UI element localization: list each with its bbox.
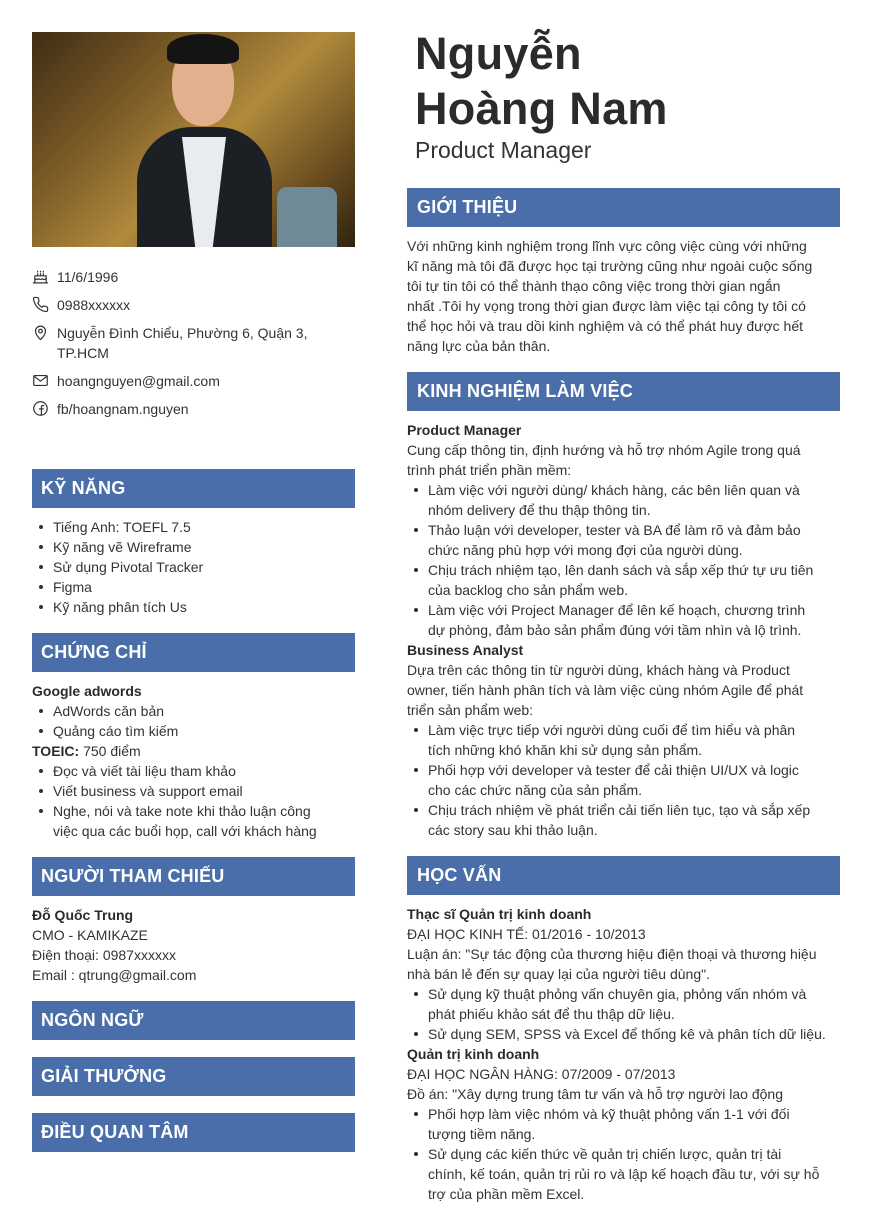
degree-master bbox=[407, 904, 840, 1044]
item-line: Sử dụng SEM, SPSS và Excel để thống kê và phân tích dữ liệu. bbox=[428, 1026, 826, 1042]
item-line: Làm việc với người dùng/ khách hàng, các bên liên quan và bbox=[428, 482, 800, 498]
degree-desc-line: nhà bán lẻ đến sự quay lại của người tiêu dùng". bbox=[407, 966, 710, 982]
degree-bachelor bbox=[407, 1044, 840, 1204]
birthday-text: 11/6/1996 bbox=[57, 269, 119, 285]
job-title: Product Manager bbox=[415, 137, 592, 163]
contact-email bbox=[32, 371, 355, 391]
item-line: cho các chức năng của sản phẩm. bbox=[428, 782, 643, 798]
list-item: Tiếng Anh: TOEFL 7.5 bbox=[32, 517, 355, 537]
item-line: chức năng phù hợp với mong đợi của người dùng. bbox=[428, 542, 743, 558]
item-line: Làm việc với Project Manager để lên kế hoạch, chương trình bbox=[428, 602, 806, 618]
intro-line: kĩ năng mà tôi đã được học tại trường cũng như ngoài cuộc sống bbox=[407, 258, 813, 274]
list-item bbox=[407, 480, 840, 520]
list-item bbox=[407, 560, 840, 600]
list-item bbox=[407, 600, 840, 640]
list-item bbox=[407, 1144, 840, 1204]
job-duties bbox=[407, 480, 840, 640]
cake-icon bbox=[32, 268, 49, 285]
contact-phone bbox=[32, 295, 355, 315]
degree-title: Thạc sĩ Quản trị kinh doanh bbox=[407, 906, 592, 922]
intro-line: tôi tự tin tôi có thể thành thạo công việc trong thời gian ngắn bbox=[407, 278, 781, 294]
list-item: Viết business và support email bbox=[32, 781, 355, 801]
job-duties bbox=[407, 720, 840, 840]
intro-line: Với những kinh nghiệm trong lĩnh vực công việc cùng với những bbox=[407, 238, 807, 254]
list-item: Nghe, nói và take note khi thảo luận công việc qua các buổi họp, call với khách hàng bbox=[32, 801, 332, 841]
degree-desc-line: Đồ án: "Xây dựng trung tâm tư vấn và hỗ trợ người lao động bbox=[407, 1086, 783, 1102]
list-item bbox=[407, 1024, 840, 1044]
toeic-line bbox=[32, 741, 355, 761]
item-line: Chịu trách nhiệm về phát triển cải tiến liên tục, tạo và sắp xếp bbox=[428, 802, 811, 818]
item-line: Sử dụng các kiến thức về quản trị chiến lược, quản trị tài bbox=[428, 1146, 782, 1162]
profile-photo bbox=[32, 32, 355, 247]
item-line: dự phòng, đảm bảo sản phẩm đúng với tầm nhìn và lộ trình. bbox=[428, 622, 802, 638]
list-item bbox=[407, 760, 840, 800]
experience-heading: KINH NGHIỆM LÀM VIỆC bbox=[407, 372, 840, 411]
item-line: các story sau khi thảo luận. bbox=[428, 822, 598, 838]
list-item bbox=[407, 1104, 840, 1144]
toeic-list bbox=[32, 761, 355, 841]
phone-icon bbox=[32, 296, 49, 313]
intro-line: năng lực của bản thân. bbox=[407, 338, 551, 354]
google-cert-list bbox=[32, 701, 355, 741]
skills-section bbox=[32, 469, 355, 617]
skills-list bbox=[32, 517, 355, 617]
toeic-value: 750 điểm bbox=[79, 743, 141, 759]
mail-icon bbox=[32, 372, 49, 389]
list-item bbox=[407, 800, 840, 840]
experience-section bbox=[407, 372, 840, 840]
intro-text bbox=[407, 236, 840, 356]
item-line: Làm việc trực tiếp với người dùng cuối để tìm hiểu và phân bbox=[428, 722, 796, 738]
intro-line: thể học hỏi và trau dồi kinh nghiệm và có thể phát huy được hết bbox=[407, 318, 804, 334]
job-business-analyst bbox=[407, 640, 840, 840]
education-heading: HỌC VẤN bbox=[407, 856, 840, 895]
item-line: Phối hợp với developer và tester để cải thiện UI/UX và logic bbox=[428, 762, 799, 778]
location-icon bbox=[32, 324, 49, 341]
item-line: của backlog cho sản phẩm web. bbox=[428, 582, 629, 598]
item-line: Phối hợp làm việc nhóm và kỹ thuật phỏng vấn 1-1 với đối bbox=[428, 1106, 790, 1122]
contact-list bbox=[32, 267, 355, 419]
name-line-2: Hoàng Nam bbox=[415, 83, 668, 134]
toeic-label: TOEIC: bbox=[32, 743, 80, 759]
list-item bbox=[407, 520, 840, 560]
item-line: Chịu trách nhiệm tạo, lên danh sách và sắp xếp thứ tự ưu tiên bbox=[428, 562, 814, 578]
contact-facebook bbox=[32, 399, 355, 419]
job-desc-line: Cung cấp thông tin, định hướng và hỗ trợ nhóm Agile trong quá bbox=[407, 442, 801, 458]
languages-heading: NGÔN NGỮ bbox=[32, 1001, 355, 1040]
reference-email: Email : qtrung@gmail.com bbox=[32, 967, 197, 983]
item-line: phát phiếu khảo sát để thu thập dữ liệu. bbox=[428, 1006, 675, 1022]
list-item: AdWords căn bản bbox=[32, 701, 355, 721]
degree-items bbox=[407, 1104, 840, 1204]
item-line: nhóm delivery để thu thập thông tin. bbox=[428, 502, 651, 518]
awards-heading: GIẢI THƯỞNG bbox=[32, 1057, 355, 1096]
reference-name: Đỗ Quốc Trung bbox=[32, 907, 134, 923]
job-desc-line: trình phát triển phần mềm: bbox=[407, 462, 572, 478]
job-desc-line: triển sản phẩm web: bbox=[407, 702, 534, 718]
item-line: trợ của phần mềm Excel. bbox=[428, 1186, 585, 1202]
address-text: Nguyễn Đình Chiểu, Phường 6, Quận 3, TP.HCM bbox=[57, 325, 308, 361]
intro-heading: GIỚI THIỆU bbox=[407, 188, 840, 227]
intro-line: nhất .Tôi hy vọng trong thời gian được làm việc tại công ty tôi có bbox=[407, 298, 806, 314]
left-column bbox=[32, 32, 355, 1142]
skills-heading: KỸ NĂNG bbox=[32, 469, 355, 508]
reference-phone: Điện thoại: 0987xxxxxx bbox=[32, 947, 176, 963]
photo-hair bbox=[167, 34, 239, 64]
interests-heading: ĐIỀU QUAN TÂM bbox=[32, 1113, 355, 1152]
phone-text: 0988xxxxxx bbox=[57, 297, 131, 313]
references-section bbox=[32, 857, 355, 985]
item-line: chính, kế toán, quản trị rủi ro và lập kế hoạch đầu tư, với sự hỗ bbox=[428, 1166, 820, 1182]
intro-section bbox=[407, 188, 840, 356]
job-desc-line: Dựa trên các thông tin từ người dùng, khách hàng và Product bbox=[407, 662, 790, 678]
degree-items bbox=[407, 984, 840, 1044]
item-line: tích những khó khăn khi sử dụng sản phẩm. bbox=[428, 742, 703, 758]
certificates-section bbox=[32, 633, 355, 841]
google-cert-title: Google adwords bbox=[32, 683, 142, 699]
list-item bbox=[407, 720, 840, 760]
degree-school: ĐẠI HỌC KINH TẾ: 01/2016 - 10/2013 bbox=[407, 926, 646, 942]
list-item: Đọc và viết tài liệu tham khảo bbox=[32, 761, 355, 781]
job-role: Product Manager bbox=[407, 422, 522, 438]
reference-position: CMO - KAMIKAZE bbox=[32, 927, 148, 943]
facebook-icon bbox=[32, 400, 49, 417]
degree-school: ĐẠI HỌC NGÂN HÀNG: 07/2009 - 07/2013 bbox=[407, 1066, 676, 1082]
name-line-1: Nguyễn bbox=[415, 28, 582, 79]
item-line: Sử dụng kỹ thuật phỏng vấn chuyên gia, phỏng vấn nhóm và bbox=[428, 986, 807, 1002]
certificates-heading: CHỨNG CHỈ bbox=[32, 633, 355, 672]
list-item: Quảng cáo tìm kiếm bbox=[32, 721, 355, 741]
education-section bbox=[407, 856, 840, 1204]
contact-birthday bbox=[32, 267, 355, 287]
photo-chair bbox=[277, 187, 337, 247]
email-text: hoangnguyen@gmail.com bbox=[57, 373, 220, 389]
contact-address bbox=[32, 323, 355, 363]
job-role: Business Analyst bbox=[407, 642, 524, 658]
degree-desc-line: Luận án: "Sự tác động của thương hiệu điện thoại và thương hiệu bbox=[407, 946, 817, 962]
references-heading: NGƯỜI THAM CHIẾU bbox=[32, 857, 355, 896]
item-line: tượng tiềm năng. bbox=[428, 1126, 536, 1142]
list-item: Sử dụng Pivotal Tracker bbox=[32, 557, 355, 577]
list-item: Kỹ năng phân tích Us bbox=[32, 597, 355, 617]
facebook-text: fb/hoangnam.nguyen bbox=[57, 401, 189, 417]
degree-title: Quản trị kinh doanh bbox=[407, 1046, 540, 1062]
list-item: Kỹ năng vẽ Wireframe bbox=[32, 537, 355, 557]
job-product-manager bbox=[407, 420, 840, 640]
list-item: Figma bbox=[32, 577, 355, 597]
job-desc-line: owner, tiến hành phân tích và làm việc cùng nhóm Agile để phát bbox=[407, 682, 804, 698]
list-item bbox=[407, 984, 840, 1024]
item-line: Thảo luận với developer, tester và BA để làm rõ và đảm bảo bbox=[428, 522, 801, 538]
right-column bbox=[407, 26, 840, 1202]
